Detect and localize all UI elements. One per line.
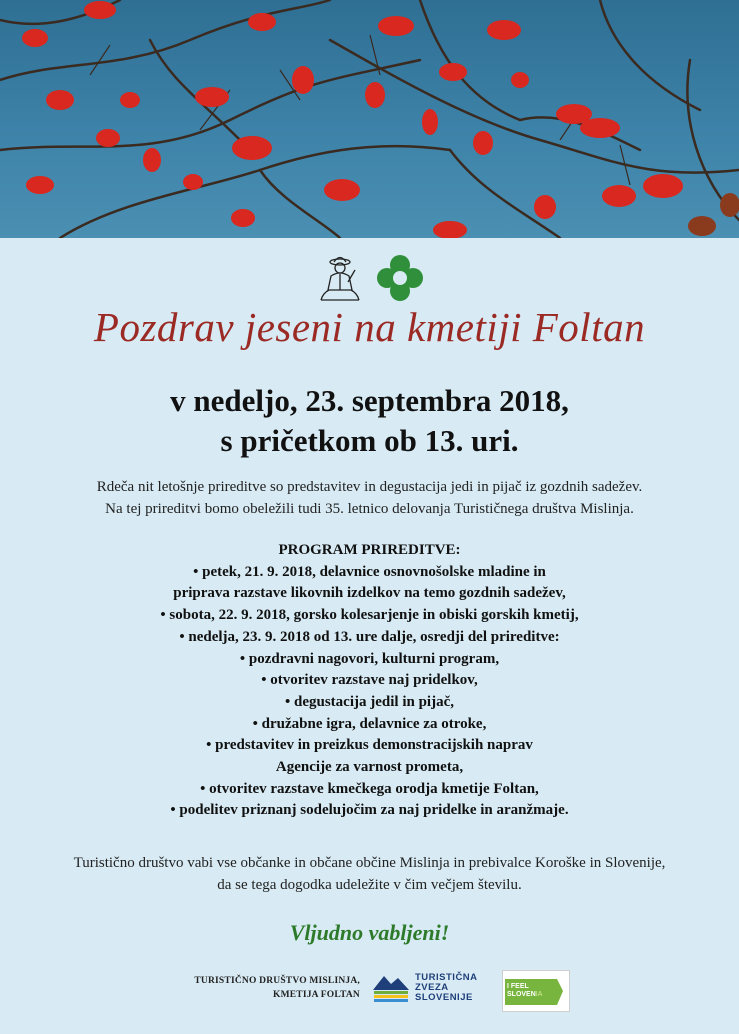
green-flower-icon bbox=[375, 253, 425, 303]
organizer-line: KMETIJA FOLTAN bbox=[273, 990, 360, 1000]
ifeel-line2 bbox=[507, 991, 542, 999]
tzs-text bbox=[415, 973, 478, 1003]
greeting: Vljudno vabljeni! bbox=[289, 920, 450, 945]
tzs-line: TURISTIČNA bbox=[415, 972, 478, 983]
program-line: • degustacija jedil in pijač, bbox=[285, 693, 454, 710]
program-line: priprava razstave likovnih izdelkov na temo gozdnih sadežev, bbox=[173, 585, 566, 602]
ifeel-line2-b: IA bbox=[535, 991, 543, 998]
ifeel-text bbox=[507, 983, 542, 999]
date-line: v nedeljo, 23. septembra 2018, bbox=[170, 383, 569, 418]
program-line: • pozdravni nagovori, kulturni program, bbox=[239, 650, 500, 667]
page-title: Pozdrav jeseni na kmetiji Foltan bbox=[93, 304, 646, 350]
program-section bbox=[0, 540, 739, 822]
organizer-line: TURISTIČNO DRUŠTVO MISLINJA, bbox=[194, 976, 360, 986]
program-line: Agencije za varnost prometa, bbox=[275, 759, 464, 776]
invite-line: Turistično društvo vabi vse občanke in občane občine Mislinja in prebivalce Koroške in Slovenije, bbox=[73, 855, 666, 871]
date-line: s pričetkom ob 13. uri. bbox=[220, 423, 519, 458]
organizer-text bbox=[130, 974, 360, 1002]
program-line: • otvoritev razstave kmečkega orodja kmetije Foltan, bbox=[200, 780, 539, 797]
intro-text bbox=[0, 476, 739, 520]
program-line: • nedelja, 23. 9. 2018 od 13. ure dalje, osredji del prireditve: bbox=[179, 628, 560, 645]
program-heading: PROGRAM PRIREDITVE: bbox=[278, 542, 461, 558]
intro-line: Na tej prireditvi bomo obeležili tudi 35. letnico delovanja Turističnega društva Mislinja. bbox=[105, 501, 634, 517]
invitation-text bbox=[0, 852, 739, 896]
program-line: • predstavitev in preizkus demonstracijskih naprav bbox=[206, 737, 533, 754]
header-logos bbox=[0, 250, 739, 305]
tzs-line: SLOVENIJE bbox=[415, 992, 473, 1003]
program-line: • otvoritev razstave naj pridelkov, bbox=[261, 672, 478, 689]
ifeel-line1: I FEEL bbox=[507, 983, 529, 990]
program-line: • podelitev priznanj sodelujočim za naj pridelke in aranžmaje. bbox=[170, 802, 569, 819]
ifeel-slovenia-logo bbox=[502, 970, 570, 1012]
tzs-line: ZVEZA bbox=[415, 982, 449, 993]
foltan-figure-icon bbox=[315, 252, 365, 304]
rosehip-photo bbox=[0, 0, 739, 238]
tzs-logo bbox=[372, 968, 492, 1008]
intro-line: Rdeča nit letošnje prireditve so predstavitev in degustacija jedi in pijač iz gozdnih sadežev. bbox=[96, 479, 643, 495]
event-date bbox=[0, 381, 739, 461]
ifeel-line2-a: SLOVEN bbox=[507, 991, 536, 998]
invite-line: da se tega dogodka udeležite v čim večjem številu. bbox=[217, 877, 522, 893]
program-line: • družabne igra, delavnice za otroke, bbox=[252, 715, 487, 732]
tzs-logo-icon bbox=[372, 970, 410, 1006]
program-line: • sobota, 22. 9. 2018, gorsko kolesarjenje in obiski gorskih kmetij, bbox=[160, 607, 579, 624]
program-line: • petek, 21. 9. 2018, delavnice osnovnošolske mladine in bbox=[193, 563, 546, 580]
